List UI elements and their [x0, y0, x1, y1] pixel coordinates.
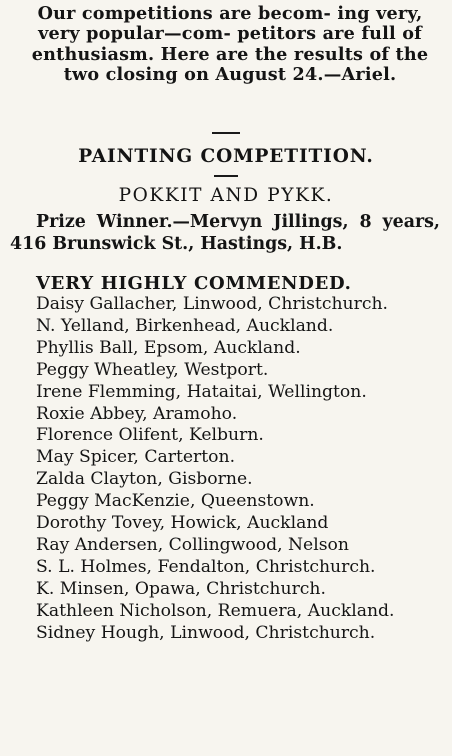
- list-item: S. L. Holmes, Fendalton, Christchurch.: [36, 556, 376, 577]
- commended-list: [10, 294, 440, 645]
- divider-rule: [214, 175, 238, 177]
- list-item: N. Yelland, Birkenhead, Auckland.: [36, 315, 334, 336]
- section-title: POKKIT AND PYKK.: [118, 185, 334, 206]
- list-item: May Spicer, Carterton.: [36, 447, 236, 468]
- list-item: Peggy Wheatley, Westport.: [36, 359, 269, 380]
- list-item: K. Minsen, Opawa, Christchurch.: [36, 578, 326, 599]
- competition-title: PAINTING COMPETITION.: [78, 146, 374, 167]
- list-item: Peggy MacKenzie, Queenstown.: [36, 491, 315, 512]
- list-item: Roxie Abbey, Aramoho.: [36, 403, 238, 424]
- list-item: Zalda Clayton, Gisborne.: [36, 469, 253, 490]
- divider-rule: [212, 132, 240, 134]
- list-item: Florence Olifent, Kelburn.: [36, 425, 264, 446]
- commended-heading: VERY HIGHLY COMMENDED.: [36, 273, 352, 294]
- list-item: Kathleen Nicholson, Remuera, Auckland.: [36, 600, 395, 621]
- prize-winner: Prize Winner.—Mervyn Jillings, 8 years, 416 Brunswick St., Hastings, H.B.: [10, 212, 440, 254]
- intro-paragraph: Our competitions are becom- ing very, very popular—com- petitors are full of enthusiasm. Here are the results of the two closing on August 24.—Ariel.: [31, 3, 429, 86]
- list-item: Phyllis Ball, Epsom, Auckland.: [36, 337, 301, 358]
- list-item: Ray Andersen, Collingwood, Nelson: [36, 534, 349, 555]
- list-item: Daisy Gallacher, Linwood, Christchurch.: [36, 294, 388, 314]
- list-item: Sidney Hough, Linwood, Christchurch.: [36, 622, 376, 643]
- list-item: Dorothy Tovey, Howick, Auckland: [36, 513, 329, 534]
- list-item: Irene Flemming, Hataitai, Wellington.: [36, 381, 367, 402]
